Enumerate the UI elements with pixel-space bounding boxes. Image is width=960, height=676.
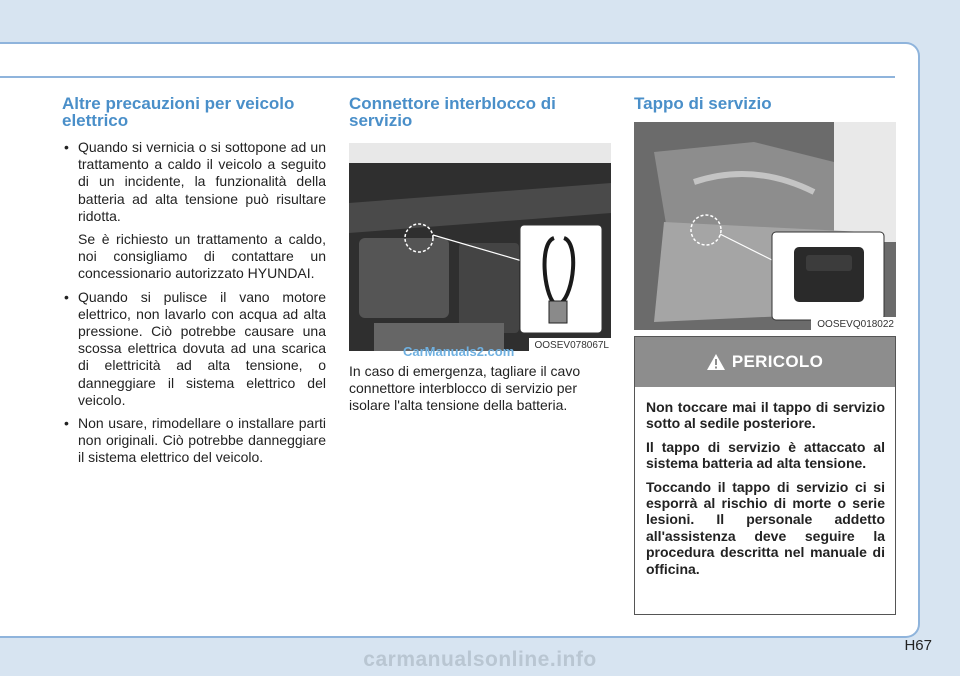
figure-caption: OOSEV078067L	[529, 338, 612, 351]
figure-caption: OOSEVQ018022	[811, 317, 896, 330]
rear-seat-illustration	[634, 122, 896, 330]
list-item	[62, 415, 326, 467]
warning-header	[635, 337, 895, 387]
section-title-service-plug: Tappo di servizio	[634, 94, 772, 113]
warning-paragraph: Non toccare mai il tappo di servizio sotto al sedile posteriore.	[646, 399, 885, 432]
title-line-2: elettrico	[62, 111, 129, 130]
engine-bay-illustration	[349, 143, 611, 351]
warning-paragraph: Il tappo di servizio è attaccato al sistema batteria ad alta tensione.	[646, 438, 885, 472]
bullet-icon: •	[64, 139, 69, 155]
precautions-list	[62, 139, 326, 467]
watermark-bottom: carmanualsonline.info	[363, 648, 597, 671]
title-line-1: Connettore interblocco di	[349, 94, 556, 113]
bullet-subtext: Se è richiesto un trattamento a caldo, noi consigliamo di contattare un concessionario autorizzato HYUNDAI.	[78, 231, 326, 282]
interlock-connector-photo	[349, 143, 611, 351]
service-plug-photo	[634, 122, 896, 330]
bullet-text: Quando si vernicia o si sottopone ad un trattamento a caldo il veicolo a seguito di un incidente, la funzionalità della batteria ad alta tensione può risultare ridotta.	[78, 139, 326, 224]
danger-warning-box	[634, 336, 896, 615]
warning-body	[635, 387, 895, 577]
title-line-2: servizio	[349, 111, 413, 130]
page-number: H67	[904, 637, 932, 654]
column-service-plug	[634, 95, 896, 330]
warning-triangle-icon	[707, 354, 725, 370]
bullet-text: Quando si pulisce il vano motore elettrico, non lavarlo con acqua ad alta pressione. Ciò potrebbe causare una scossa elettrica dovuta ad una scarica di elettricità ad alta tensione, o danneggiare il sistema elettrico del veicolo.	[78, 288, 326, 408]
warning-label: PERICOLO	[731, 352, 824, 371]
column-interlock	[349, 95, 613, 415]
bullet-icon: •	[64, 415, 69, 432]
bullet-icon: •	[64, 288, 69, 305]
section-title-interlock	[349, 95, 613, 129]
header-rule	[0, 76, 895, 78]
list-item	[62, 289, 326, 409]
list-item	[62, 139, 326, 283]
bullet-text: Non usare, rimodellare o installare parti non originali. Ciò potrebbe danneggiare il sistema elettrico del veicolo.	[78, 415, 326, 466]
title-line-1: Altre precauzioni per veicolo	[62, 94, 295, 113]
warning-paragraph: Toccando il tappo di servizio ci si esporrà al rischio di morte o serie lesioni. Il personale addetto all'assistenza deve seguire la procedura descritta nel manuale di officina.	[646, 478, 885, 577]
interlock-description: In caso di emergenza, tagliare il cavo connettore interblocco di servizio per isolare l'alta tensione della batteria.	[349, 363, 581, 414]
watermark-top: CarManuals2.com	[403, 344, 515, 359]
column-precautions	[62, 95, 326, 473]
section-title-precautions	[62, 95, 326, 129]
